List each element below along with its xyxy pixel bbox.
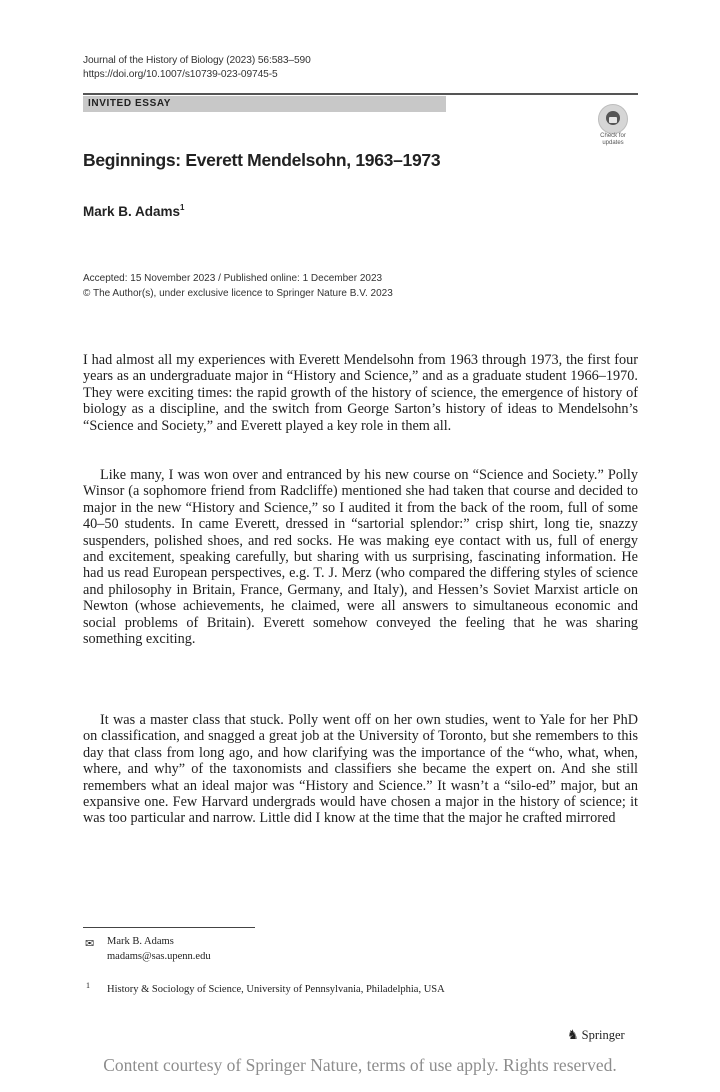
footnote-number: 1	[86, 981, 90, 990]
author-name	[83, 203, 184, 219]
author-name-text: Mark B. Adams	[83, 204, 181, 219]
footnote-affiliation: History & Sociology of Science, University of Pennsylvania, Philadelphia, USA	[107, 984, 445, 995]
springer-horse-icon: ♞	[567, 1027, 579, 1042]
watermark-text: Content courtesy of Springer Nature, terms of use apply. Rights reserved.	[103, 1055, 617, 1075]
check-updates-caption: Check for updates	[600, 133, 626, 146]
publisher-name: Springer	[581, 1028, 625, 1042]
body-paragraph: Like many, I was won over and entranced by his new course on “Science and Society.” Polly Winsor (a sophomore friend from Radcliffe) mentioned she had taken that course and decided to major in the new “History and Science,” so I audited it from the back of the room, full of some 40–50 students. In came Everett, dressed in “sartorial splendor:” crisp shirt, long tie, snazzy suspenders, polished shoes, and red socks. He was making eye contact with us, full of energy and excitement, speaking carefully, but sharing with us surprising, fascinating information. He had us read European perspectives, e.g. T. J. Merz (who compared the differing styles of science and philosophy in Britain, France, Germany, and Italy), and Hessen’s Soviet Marxist article on Newton (whose achievements, he claimed, were all answers to simultaneous economic and social problems of Britain). Everett somehow conveyed the feeling that he was sharing something exciting.	[83, 467, 638, 648]
article-title: Beginnings: Everett Mendelsohn, 1963–1973	[83, 150, 441, 170]
footnote-rule	[83, 927, 255, 928]
footnote-email-link[interactable]: madams@sas.upenn.edu	[107, 951, 211, 962]
header-rule	[83, 93, 638, 95]
body-paragraph: It was a master class that stuck. Polly went off on her own studies, went to Yale for her PhD on classification, and snagged a great job at the University of Toronto, but she remembers to this day that class from long ago, and how clarifying was the importance of the “who, what, when, where, and why” of the taxonomists and classifiers she became the expert on. And she still remembers what an ideal major was “History and Science.” It wasn’t a “silo-ed” major, but an expansive one. Few Harvard undergrads would have chosen a major in the history of science; it was too particular and narrow. Little did I know at the time that the major he crafted mirrored	[83, 712, 638, 827]
body-paragraph: I had almost all my experiences with Everett Mendelsohn from 1963 through 1973, the first four years as an undergraduate major in “History and Science,” and as a graduate student 1966–1970. They were exciting times: the rapid growth of the history of science, the emergence of history of biology as a discipline, and the switch from George Sarton’s history of ideas to Mendelsohn’s “Science and Society,” and Everett played a key role in them all.	[83, 352, 638, 434]
publisher-logo	[567, 1027, 625, 1043]
bookmark-icon	[598, 104, 628, 134]
section-label: INVITED ESSAY	[88, 98, 172, 109]
copyright-line: © The Author(s), under exclusive licence to Springer Nature B.V. 2023	[83, 288, 393, 299]
publication-dates: Accepted: 15 November 2023 / Published online: 1 December 2023	[83, 273, 383, 284]
author-affil-mark: 1	[180, 203, 185, 212]
footnote-author-name: Mark B. Adams	[107, 936, 174, 947]
check-for-updates-button[interactable]	[590, 104, 636, 150]
journal-citation: Journal of the History of Biology (2023) 56:583–590	[83, 55, 311, 66]
doi-link[interactable]: https://doi.org/10.1007/s10739-023-09745-5	[83, 69, 278, 80]
envelope-icon: ✉	[85, 938, 95, 950]
